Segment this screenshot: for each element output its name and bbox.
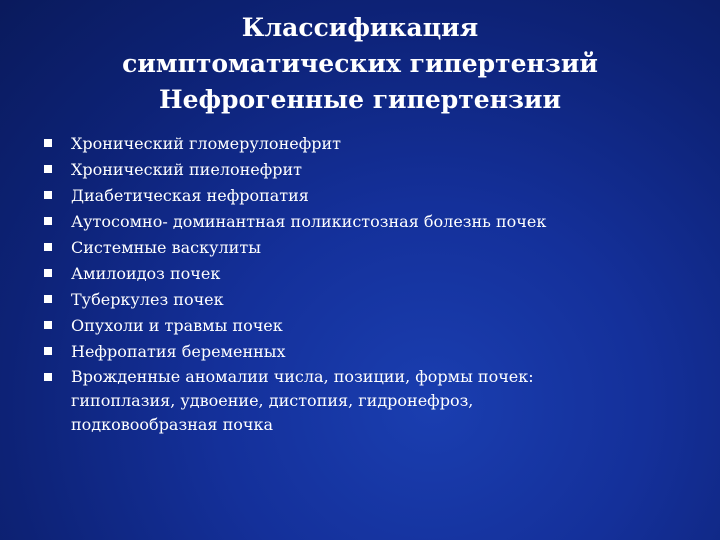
list-item-text: Аутосомно- доминантная поликистозная болезнь почек — [71, 212, 547, 231]
list-item-text: Диабетическая нефропатия — [71, 186, 309, 205]
list-item-text: Хронический пиелонефрит — [71, 160, 303, 179]
list-item — [44, 131, 684, 157]
square-bullet-icon — [44, 373, 52, 381]
list-item — [44, 235, 684, 261]
list-item-text: Системные васкулиты — [71, 238, 261, 257]
square-bullet-icon — [44, 165, 52, 173]
list-item-text: Нефропатия беременных — [71, 342, 286, 361]
list-item — [44, 365, 684, 437]
list-item — [44, 313, 684, 339]
title-line-2: симптоматических гипертензий — [122, 49, 598, 78]
list-item-text: Амилоидоз почек — [71, 264, 221, 283]
title-line-1: Классификация — [241, 13, 479, 42]
list-item — [44, 157, 684, 183]
list-item — [44, 183, 684, 209]
square-bullet-icon — [44, 191, 52, 199]
list-item-text: Туберкулез почек — [71, 290, 224, 309]
square-bullet-icon — [44, 347, 52, 355]
square-bullet-icon — [44, 295, 52, 303]
square-bullet-icon — [44, 217, 52, 225]
square-bullet-icon — [44, 321, 52, 329]
square-bullet-icon — [44, 269, 52, 277]
list-item-text: Опухоли и травмы почек — [71, 316, 283, 335]
slide-title — [60, 10, 660, 118]
title-line-3: Нефрогенные гипертензии — [158, 85, 561, 114]
bullet-list — [44, 131, 684, 437]
square-bullet-icon — [44, 139, 52, 147]
list-item — [44, 287, 684, 313]
list-item-text: Врожденные аномалии числа, позиции, формы почек: гипоплазия, удвоение, дистопия, гидронефроз, подковообразная почка — [71, 367, 534, 434]
list-item — [44, 209, 684, 235]
list-item — [44, 261, 684, 287]
list-item-text: Хронический гломерулонефрит — [71, 134, 341, 153]
square-bullet-icon — [44, 243, 52, 251]
list-item — [44, 339, 684, 365]
